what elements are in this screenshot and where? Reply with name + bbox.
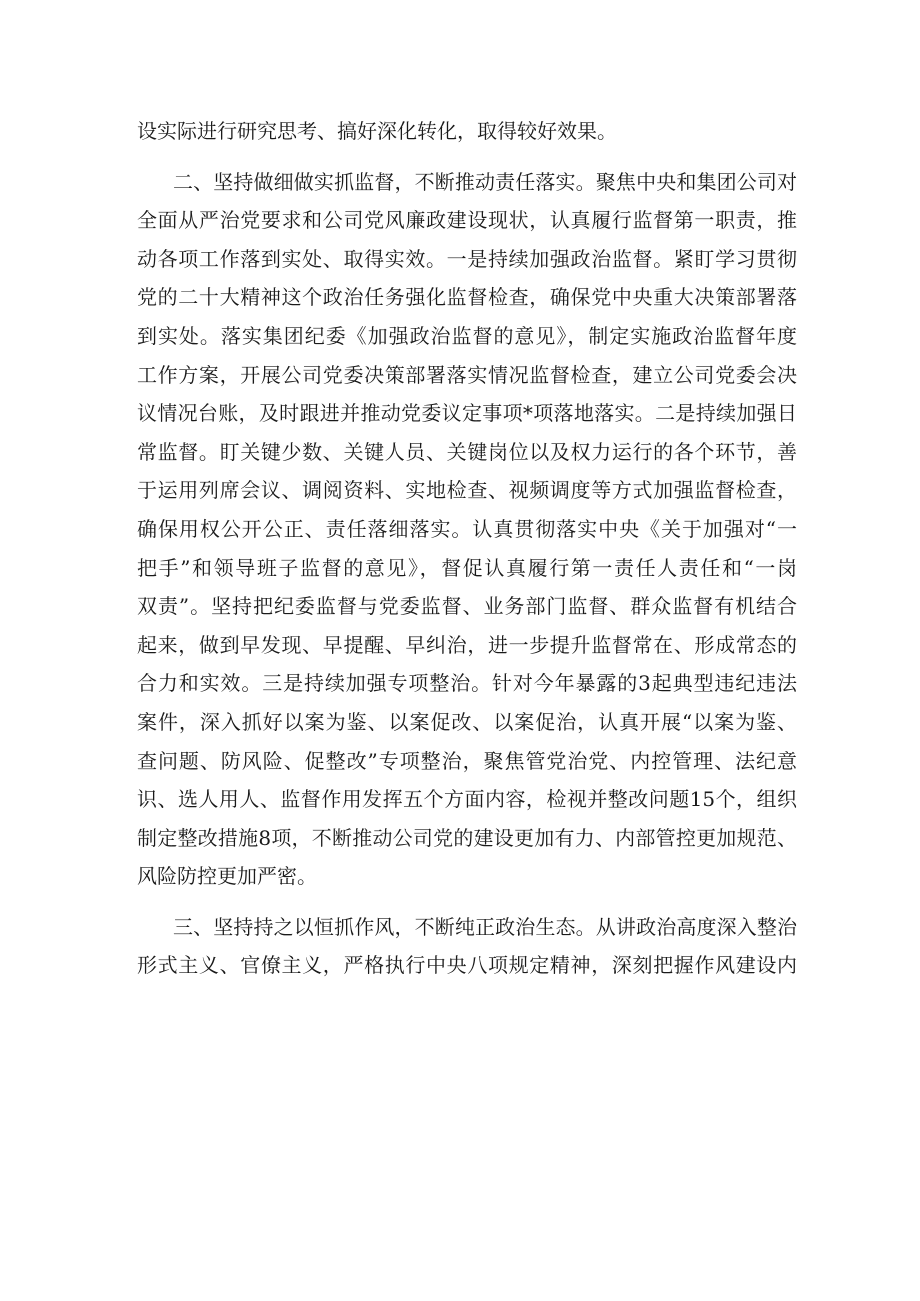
text-line: 风险防控更加严密。: [137, 864, 317, 889]
text-line: 二、坚持做细做实抓监督，不断推动责任落实。聚焦中央和集团公司对: [173, 169, 797, 194]
text-line: 设实际进行研究思考、搞好深化转化，取得较好效果。: [137, 119, 617, 143]
text-line: 三、坚持持之以恒抓作风，不断纯正政治生态。从讲政治高度深入整治: [173, 914, 797, 939]
text-line: 常监督。盯关键少数、关键人员、关键岗位以及权力运行的各个环节，善: [137, 439, 797, 464]
text-line: 合力和实效。三是持续加强专项整治。针对今年暴露的3起典型违纪违法: [137, 671, 797, 696]
text-line: 工作方案，开展公司党委决策部署落实情况监督检查，建立公司党委会决: [137, 362, 797, 387]
paragraph-gap: [137, 151, 797, 163]
text-line: 议情况台账，及时跟进并推动党委议定事项*项落地落实。二是持续加强日: [137, 401, 797, 426]
paragraph-gap: [137, 896, 797, 908]
text-line: 到实处。落实集团纪委《加强政治监督的意见》，制定实施政治监督年度: [137, 323, 797, 348]
text-line: 识、选人用人、监督作用发挥五个方面内容，检视并整改问题15个，组织: [137, 787, 797, 812]
document-body: [137, 112, 797, 985]
text-line: 双责”。坚持把纪委监督与党委监督、业务部门监督、群众监督有机结合: [137, 594, 797, 619]
text-line: 查问题、防风险、促整改”专项整治，聚焦管党治党、内控管理、法纪意: [137, 748, 797, 773]
text-line: 动各项工作落到实处、取得实效。一是持续加强政治监督。紧盯学习贯彻: [137, 246, 797, 271]
text-line: 起来，做到早发现、早提醒、早纠治，进一步提升监督常在、形成常态的: [137, 632, 797, 657]
text-line: 于运用列席会议、调阅资料、实地检查、视频调度等方式加强监督检查，: [137, 478, 797, 503]
text-line: 党的二十大精神这个政治任务强化监督检查，确保党中央重大决策部署落: [137, 285, 797, 310]
text-line: 形式主义、官僚主义，严格执行中央八项规定精神，深刻把握作风建设内: [137, 953, 797, 978]
paragraph: [137, 908, 797, 985]
text-line: 制定整改措施8项，不断推动公司党的建设更加有力、内部管控更加规范、: [137, 825, 797, 850]
paragraph: [137, 163, 797, 896]
text-line: 案件，深入抓好以案为鉴、以案促改、以案促治，认真开展“以案为鉴、: [137, 709, 797, 734]
text-line: 全面从严治党要求和公司党风廉政建设现状，认真履行监督第一职责，推: [137, 208, 797, 233]
text-line: 确保用权公开公正、责任落细落实。认真贯彻落实中央《关于加强对“一: [137, 516, 797, 541]
paragraph: [137, 112, 797, 151]
text-line: 把手”和领导班子监督的意见》，督促认真履行第一责任人责任和“一岗: [137, 555, 797, 580]
